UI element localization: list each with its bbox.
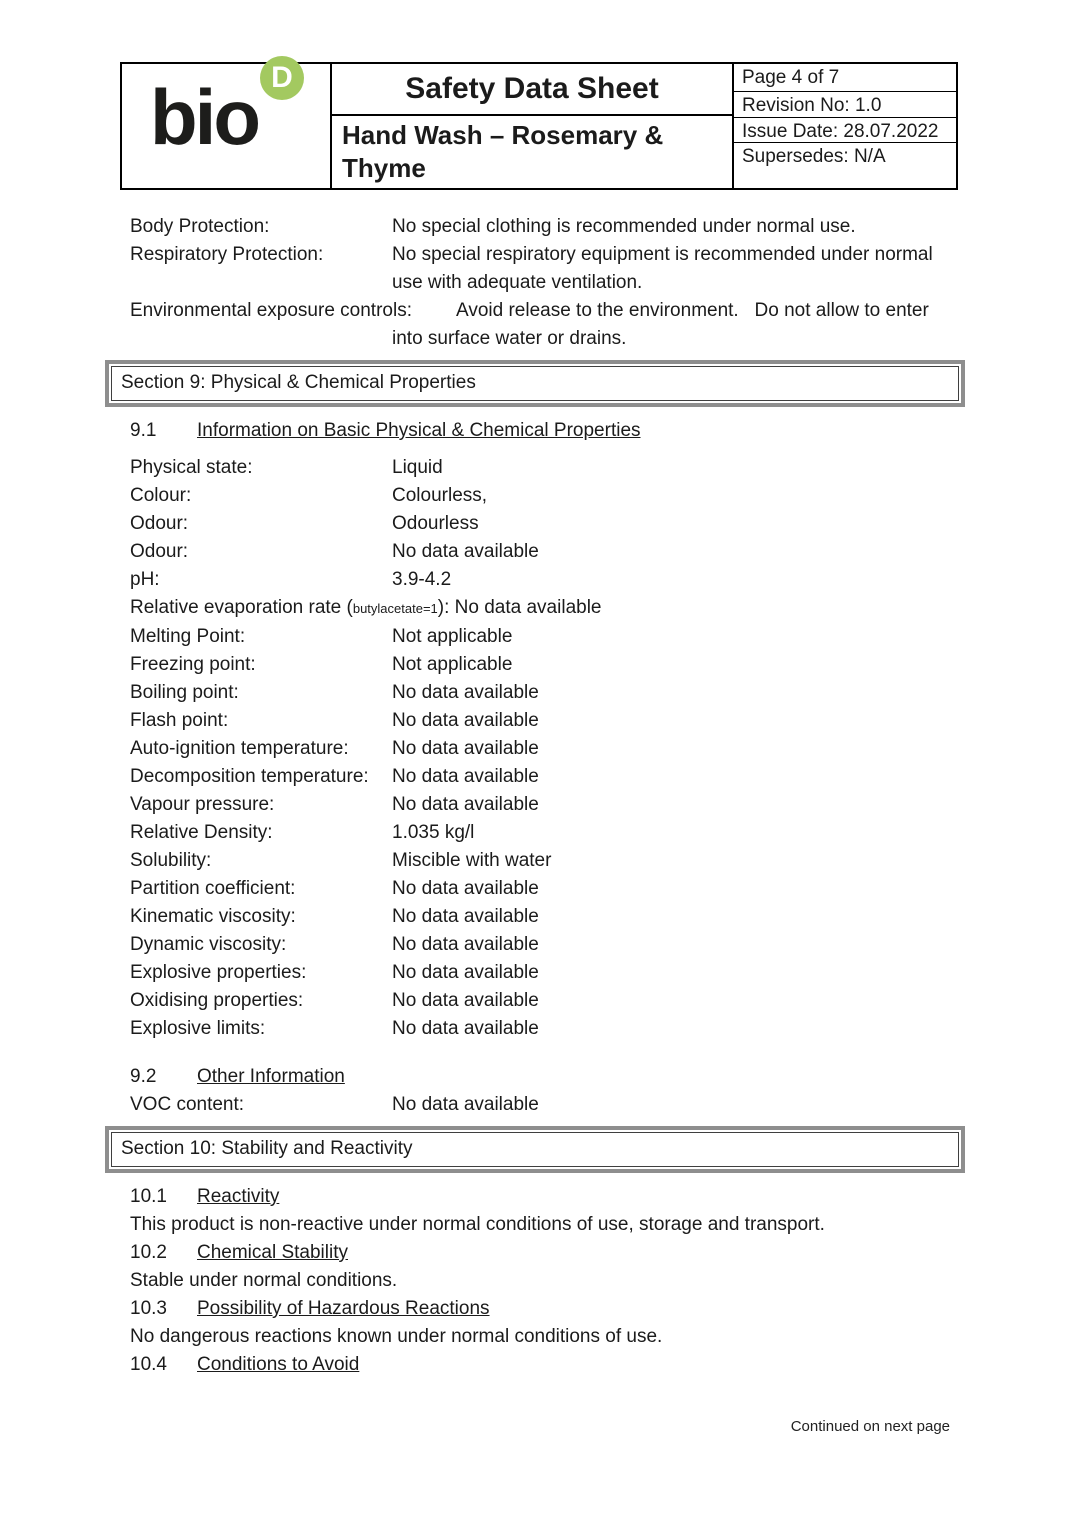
voc-label: VOC content: [130,1094,245,1115]
property-row [130,651,952,679]
property-label: Relative Density: [130,822,273,843]
page-info: Page 4 of 7 [734,64,956,92]
property-row [130,847,952,875]
subsection-10-3-heading [130,1295,952,1323]
biod-logo [150,61,302,161]
property-row [130,875,952,903]
property-row [130,931,952,959]
property-row [130,959,952,987]
exposure-row [130,213,952,241]
property-value: No data available [392,962,539,983]
property-label: Vapour pressure: [130,794,275,815]
subsection-9-2-heading [130,1063,952,1091]
property-value: No data available [392,878,539,899]
subsection-title: Possibility of Hazardous Reactions [197,1298,490,1319]
property-row [130,819,952,847]
property-label: Solubility: [130,850,212,871]
logo-d-badge-icon: D [260,56,304,100]
property-value: Not applicable [392,626,513,647]
header-meta-cell [734,64,956,188]
property-value: 3.9-4.2 [392,569,452,590]
subsection-number: 10.3 [130,1298,167,1319]
subsection-title: Information on Basic Physical & Chemical Properties [197,420,641,441]
property-value: No data available [392,906,539,927]
property-row [130,791,952,819]
exposure-row [130,297,952,353]
subsection-10-2-heading [130,1239,952,1267]
property-row [130,679,952,707]
property-label: Freezing point: [130,654,256,675]
property-row [130,763,952,791]
subsection-title: Reactivity [197,1186,280,1207]
property-row [130,707,952,735]
subsection-10-4-heading [130,1351,952,1379]
property-row [130,454,952,482]
evaporation-rate-value: ): No data available [437,597,602,618]
property-row [130,623,952,651]
property-label: Partition coefficient: [130,878,296,899]
property-label: Dynamic viscosity: [130,934,287,955]
subsection-10-1-heading [130,1183,952,1211]
property-value: Colourless, [392,485,488,506]
property-label: Melting Point: [130,626,246,647]
continued-note: Continued on next page [790,1418,950,1435]
header-table [120,62,958,190]
property-value: Odourless [392,513,479,534]
property-value: No data available [392,934,539,955]
property-value: No data available [392,990,539,1011]
property-value: Liquid [392,457,443,478]
supersedes-info: Supersedes: N/A [742,146,886,167]
property-label: pH: [130,569,160,590]
section-9-title: Section 9: Physical & Chemical Properties [111,366,959,401]
property-value: No data available [392,682,539,703]
subsection-body: Stable under normal conditions. [130,1270,398,1291]
property-value: Not applicable [392,654,513,675]
property-row [130,538,952,566]
subsection-body: No dangerous reactions known under normal conditions of use. [130,1326,663,1347]
property-row [130,987,952,1015]
exposure-value: Avoid release to the environment. Do not allow to enter into surface water or drains. [392,300,935,349]
property-label: Odour: [130,513,189,534]
section-9-content [130,417,952,1119]
evaporation-rate-condition: butylacetate=1 [352,601,438,616]
property-row [130,566,952,594]
property-value: No data available [392,738,539,759]
logo-bio-text: bio [150,73,258,161]
evaporation-rate-prefix: Relative evaporation rate ( [130,597,353,618]
document-title: Safety Data Sheet [332,64,732,116]
property-label: Kinematic viscosity: [130,906,296,927]
subsection-number: 9.2 [130,1066,157,1087]
voc-value: No data available [392,1094,539,1115]
property-label: Explosive limits: [130,1018,266,1039]
exposure-row [130,241,952,297]
issue-date: Issue Date: 28.07.2022 [734,118,956,143]
property-label: Flash point: [130,710,229,731]
subsection-number: 10.1 [130,1186,167,1207]
subsection-9-1-heading [130,417,952,445]
property-row [130,510,952,538]
property-row [130,903,952,931]
property-value: No data available [392,1018,539,1039]
subsection-body: This product is non-reactive under normal conditions of use, storage and transport. [130,1214,825,1235]
property-label: Odour: [130,541,189,562]
exposure-label: Respiratory Protection: [130,244,324,265]
property-row [130,1015,952,1043]
evaporation-rate-row [130,594,952,623]
property-value: 1.035 kg/l [392,822,475,843]
property-label: Decomposition temperature: [130,766,369,787]
subsection-title: Chemical Stability [197,1242,348,1263]
subsection-number: 10.4 [130,1354,167,1375]
exposure-label: Environmental exposure controls: [130,300,412,321]
property-label: Boiling point: [130,682,239,703]
property-value: No data available [392,794,539,815]
header-title-cell [332,64,734,188]
revision-info: Revision No: 1.0 [734,92,956,118]
exposure-controls-block [130,213,952,353]
property-row [130,735,952,763]
exposure-value: No special respiratory equipment is recommended under normal use with adequate ventilation. [392,244,933,293]
section-10-header-box [105,1126,965,1173]
section-10-content [130,1183,952,1379]
product-name: Hand Wash – Rosemary & Thyme [342,120,664,183]
property-value: No data available [392,710,539,731]
property-value: No data available [392,541,539,562]
property-label: Auto-ignition temperature: [130,738,349,759]
exposure-label: Body Protection: [130,216,270,237]
property-label: Oxidising properties: [130,990,304,1011]
property-label: Physical state: [130,457,253,478]
section-10-title: Section 10: Stability and Reactivity [111,1132,959,1167]
voc-content-row [130,1091,952,1119]
property-label: Colour: [130,485,192,506]
section-9-header-box [105,360,965,407]
subsection-title: Conditions to Avoid [197,1354,360,1375]
subsection-number: 9.1 [130,420,157,441]
logo-cell [122,61,332,188]
property-label: Explosive properties: [130,962,307,983]
property-value: No data available [392,766,539,787]
property-row [130,482,952,510]
subsection-title: Other Information [197,1066,345,1087]
property-value: Miscible with water [392,850,552,871]
exposure-value: No special clothing is recommended under normal use. [392,216,856,237]
subsection-number: 10.2 [130,1242,167,1263]
